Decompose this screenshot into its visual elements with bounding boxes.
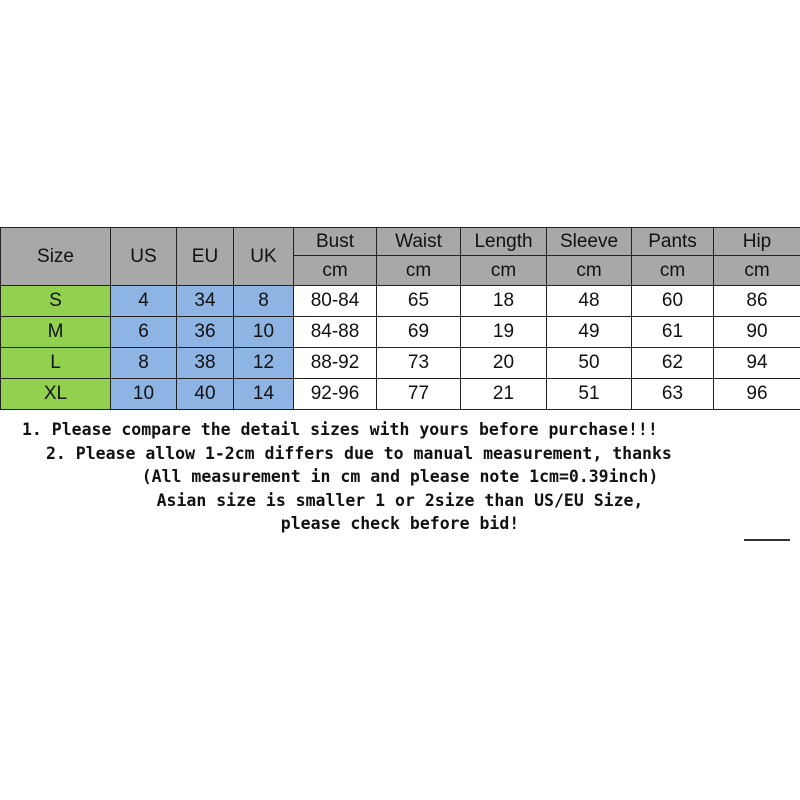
- cell-uk: 10: [234, 317, 294, 348]
- note-asian-size: Asian size is smaller 1 or 2size than US/EU Size,: [156, 490, 644, 510]
- cell-size: S: [1, 286, 111, 317]
- table-row: [1, 379, 800, 410]
- size-chart: [0, 227, 800, 410]
- cell-us: 4: [111, 286, 177, 317]
- cell-sleeve: 51: [547, 379, 632, 410]
- cell-hip: 96: [714, 379, 800, 410]
- unit-bust: cm: [294, 256, 377, 286]
- cell-length: 20: [461, 348, 547, 379]
- divider-mark: [744, 539, 790, 541]
- cell-pants: 60: [632, 286, 714, 317]
- cell-bust: 88-92: [294, 348, 377, 379]
- cell-length: 19: [461, 317, 547, 348]
- cell-us: 6: [111, 317, 177, 348]
- cell-size: L: [1, 348, 111, 379]
- cell-sleeve: 49: [547, 317, 632, 348]
- cell-length: 21: [461, 379, 547, 410]
- header-bust: Bust: [294, 228, 377, 256]
- cell-bust: 92-96: [294, 379, 377, 410]
- header-pants: Pants: [632, 228, 714, 256]
- cell-hip: 94: [714, 348, 800, 379]
- unit-waist: cm: [377, 256, 461, 286]
- cell-eu: 40: [177, 379, 234, 410]
- cell-waist: 73: [377, 348, 461, 379]
- cell-sleeve: 48: [547, 286, 632, 317]
- table-row: [1, 317, 800, 348]
- header-size: Size: [1, 228, 111, 286]
- cell-uk: 12: [234, 348, 294, 379]
- header-us: US: [111, 228, 177, 286]
- header-length: Length: [461, 228, 547, 256]
- table-row: [1, 348, 800, 379]
- table-header-row: [1, 228, 800, 256]
- unit-hip: cm: [714, 256, 800, 286]
- header-sleeve: Sleeve: [547, 228, 632, 256]
- cell-size: M: [1, 317, 111, 348]
- cell-hip: 86: [714, 286, 800, 317]
- cell-eu: 38: [177, 348, 234, 379]
- cell-waist: 77: [377, 379, 461, 410]
- table-row: [1, 286, 800, 317]
- cell-bust: 84-88: [294, 317, 377, 348]
- size-table: [0, 227, 800, 410]
- cell-eu: 36: [177, 317, 234, 348]
- cell-eu: 34: [177, 286, 234, 317]
- cell-waist: 69: [377, 317, 461, 348]
- cell-sleeve: 50: [547, 348, 632, 379]
- note-unit-conversion: (All measurement in cm and please note 1cm=0.39inch): [141, 467, 659, 486]
- cell-us: 8: [111, 348, 177, 379]
- cell-uk: 14: [234, 379, 294, 410]
- unit-pants: cm: [632, 256, 714, 286]
- unit-sleeve: cm: [547, 256, 632, 286]
- cell-pants: 63: [632, 379, 714, 410]
- header-eu: EU: [177, 228, 234, 286]
- cell-us: 10: [111, 379, 177, 410]
- cell-length: 18: [461, 286, 547, 317]
- unit-length: cm: [461, 256, 547, 286]
- header-uk: UK: [234, 228, 294, 286]
- cell-uk: 8: [234, 286, 294, 317]
- note-measurement-tolerance: 2. Please allow 1-2cm differs due to manual measurement, thanks: [46, 443, 672, 463]
- header-waist: Waist: [377, 228, 461, 256]
- note-check-before-bid: please check before bid!: [280, 514, 520, 533]
- header-hip: Hip: [714, 228, 800, 256]
- cell-pants: 62: [632, 348, 714, 379]
- cell-pants: 61: [632, 317, 714, 348]
- note-compare-sizes: 1. Please compare the detail sizes with yours before purchase!!!: [22, 420, 658, 439]
- cell-bust: 80-84: [294, 286, 377, 317]
- cell-size: XL: [1, 379, 111, 410]
- cell-waist: 65: [377, 286, 461, 317]
- size-notes: [0, 418, 800, 536]
- cell-hip: 90: [714, 317, 800, 348]
